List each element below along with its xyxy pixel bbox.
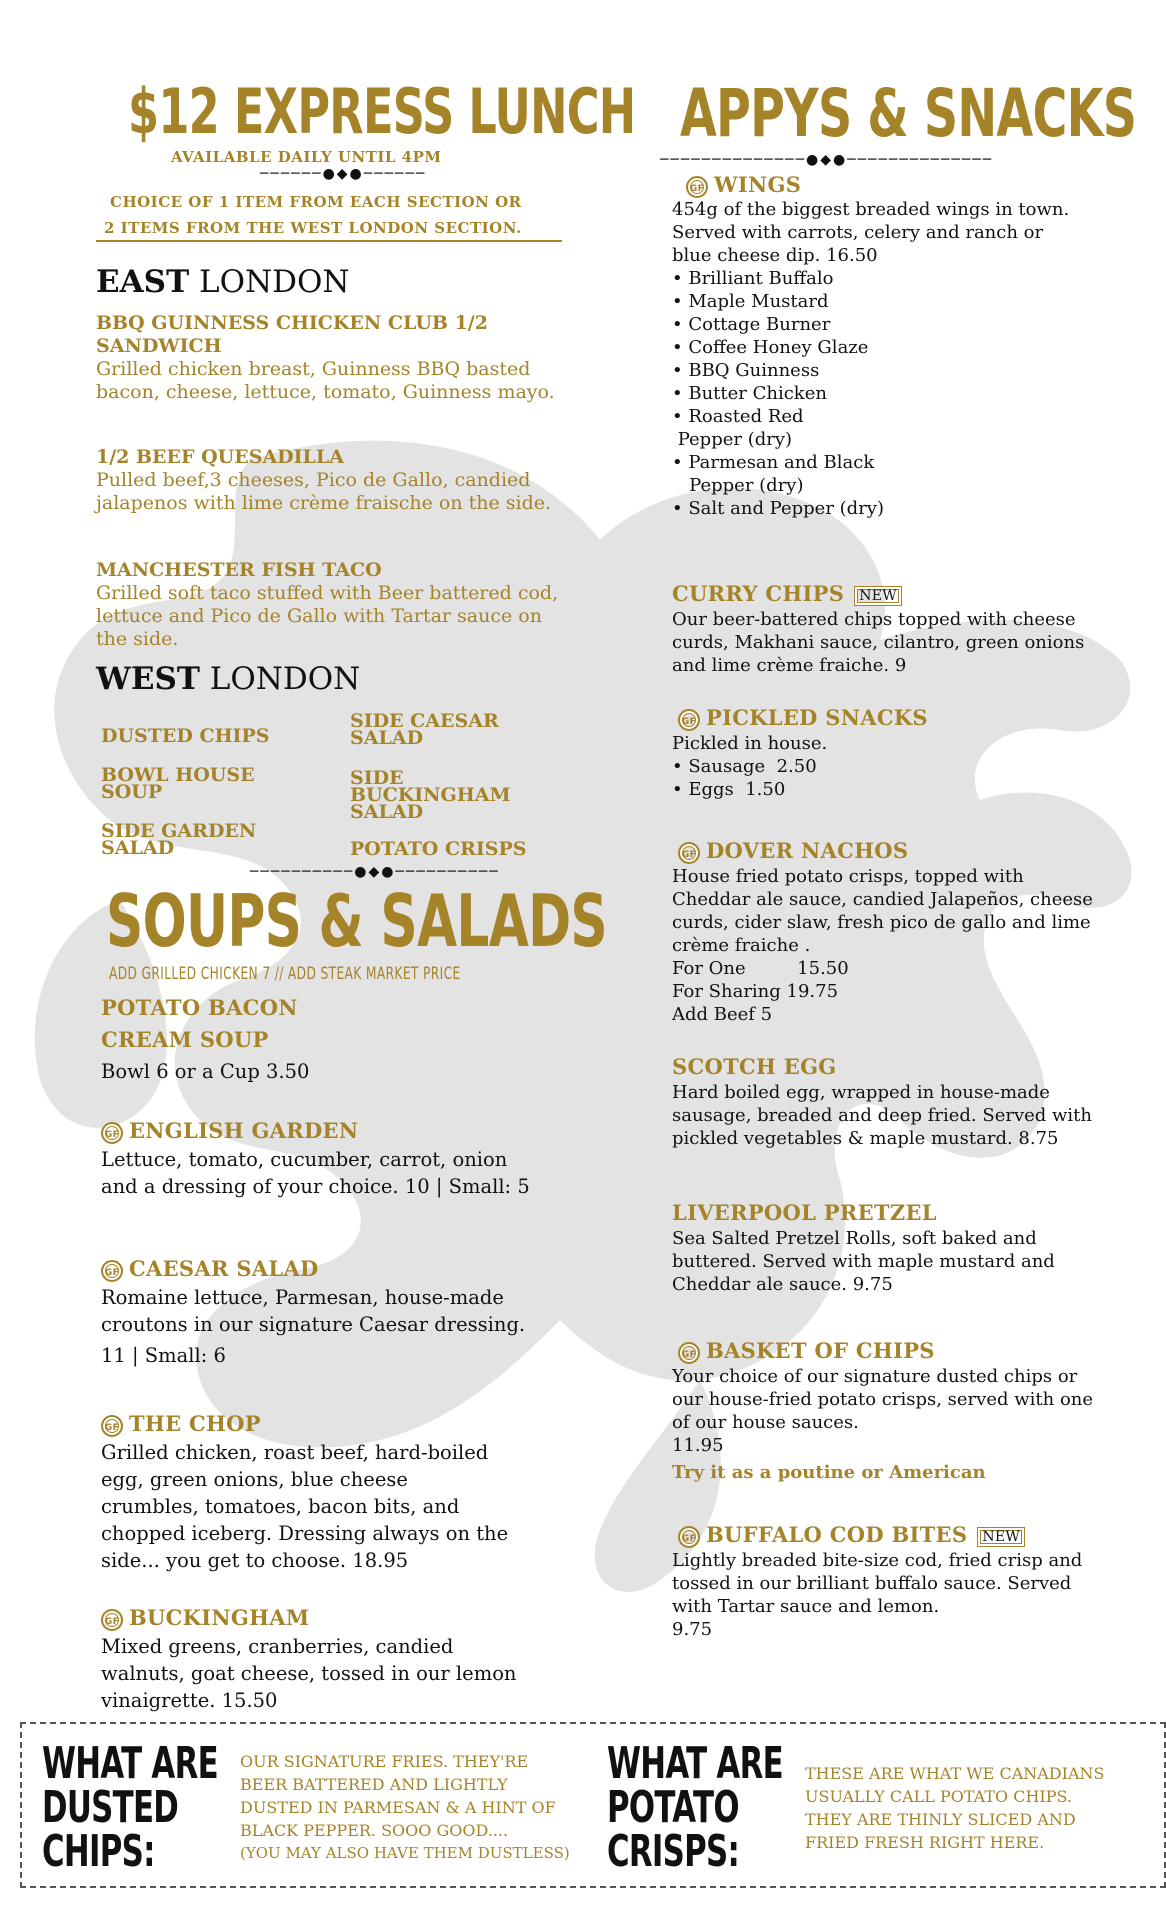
wings-section [672, 172, 1092, 520]
salad-item-title: THE CHOP [129, 1411, 261, 1436]
east-item-2 [96, 446, 576, 515]
salad-item-desc: Lettuce, tomato, cucumber, carrot, onion and a dressing of your choice. 10 | Small: 5 [101, 1148, 530, 1198]
basket-of-chips-section [672, 1337, 1112, 1484]
heading-line: DUSTED [42, 1782, 179, 1833]
soups-salads-title: SOUPS & SALADS [106, 879, 608, 963]
gluten-free-icon: GF [101, 1609, 123, 1631]
potato-crisps-text [805, 1762, 1145, 1854]
ornament-divider: ──────●◆●────── [260, 166, 427, 182]
curry-desc: Our beer-battered chips topped with cheese curds, Makhani sauce, cilantro, green onions and lime crème fraiche. 9 [672, 609, 1085, 676]
heading-line: CHIPS: [42, 1826, 155, 1877]
gluten-free-icon: GF [686, 176, 708, 198]
east-item-desc: Grilled soft taco stuffed with Beer battered cod, lettuce and Pico de Gallo with Tartar sauce on the side. [96, 582, 559, 650]
buffalo-cod-bites-section [672, 1521, 1112, 1641]
salad-item-english-garden [101, 1116, 531, 1200]
wings-flavor: • Brilliant Buffalo [672, 268, 834, 289]
cod-title: BUFFALO COD BITES [706, 1522, 968, 1547]
wings-flavor: • Salt and Pepper (dry) [672, 498, 885, 519]
gluten-free-icon: GF [678, 842, 700, 864]
wings-desc2: blue cheese dip. 16.50 [672, 245, 878, 266]
express-choice-line2: 2 ITEMS FROM THE WEST LONDON SECTION. [104, 219, 522, 237]
scotch-desc: Hard boiled egg, wrapped in house-made sausage, breaded and deep fried. Served with pickled vegetables & maple mustard. 8.75 [672, 1082, 1093, 1149]
west-bold: WEST [96, 661, 200, 697]
wings-flavor: Pepper (dry) [672, 429, 793, 450]
text-line: FRIED FRESH RIGHT HERE. [805, 1833, 1045, 1852]
wings-flavor-list [672, 267, 1092, 520]
wings-flavor: • Parmesan and Black [672, 452, 875, 473]
text-line: THESE ARE WHAT WE CANADIANS [805, 1764, 1105, 1783]
salad-item-the-chop [101, 1409, 511, 1574]
dover-nachos-section [672, 837, 1102, 1026]
text-line: DUSTED IN PARMESAN & A HINT OF [240, 1798, 556, 1817]
gluten-free-icon: GF [678, 1526, 700, 1548]
gluten-free-icon: GF [101, 1122, 123, 1144]
west-item: SIDE GARDEN SALAD [101, 820, 257, 859]
salad-item-title: BUCKINGHAM [129, 1605, 310, 1630]
text-line: OUR SIGNATURE FRIES. THEY'RE [240, 1752, 529, 1771]
heading-line: WHAT ARE [607, 1738, 783, 1789]
west-item: SIDE CAESAR SALAD [350, 710, 499, 749]
basket-note: Try it as a poutine or American [672, 1462, 986, 1483]
cod-price: 9.75 [672, 1619, 713, 1640]
soup-item-title: POTATO BACON [101, 995, 298, 1020]
text-line: USUALLY CALL POTATO CHIPS. [805, 1787, 1072, 1806]
text-line: THEY ARE THINLY SLICED AND [805, 1810, 1076, 1829]
basket-price: 11.95 [672, 1435, 724, 1456]
west-london-heading [96, 662, 360, 696]
east-bold: EAST [96, 264, 190, 300]
pickled-item: • Eggs 1.50 [672, 779, 786, 800]
west-rest: LONDON [199, 661, 361, 697]
nachos-title: DOVER NACHOS [706, 838, 909, 863]
scotch-egg-section [672, 1053, 1112, 1150]
east-item-title: 1/2 BEEF QUESADILLA [96, 446, 345, 468]
east-item-title: BBQ GUINNESS CHICKEN CLUB 1/2 SANDWICH [96, 312, 488, 357]
wings-flavor: • Butter Chicken [672, 383, 827, 404]
basket-title: BASKET OF CHIPS [706, 1338, 935, 1363]
express-choice-line1: CHOICE OF 1 ITEM FROM EACH SECTION OR [110, 193, 522, 211]
text-line: BEER BATTERED AND LIGHTLY [240, 1775, 508, 1794]
dusted-chips-heading [42, 1738, 218, 1877]
express-lunch-title: $12 EXPRESS LUNCH [128, 75, 636, 148]
heading-line: WHAT ARE [42, 1738, 218, 1789]
potato-crisps-heading [607, 1738, 783, 1877]
scotch-title: SCOTCH EGG [672, 1054, 837, 1079]
west-item: DUSTED CHIPS [101, 725, 270, 747]
wings-flavor: • Coffee Honey Glaze [672, 337, 869, 358]
wings-flavor: • Cottage Burner [672, 314, 831, 335]
salad-item-title: CAESAR SALAD [129, 1256, 319, 1281]
express-lunch-subtitle: AVAILABLE DAILY UNTIL 4PM [171, 148, 442, 166]
pretzel-title: LIVERPOOL PRETZEL [672, 1200, 937, 1225]
basket-desc: Your choice of our signature dusted chips or our house-fried potato crisps, served with one of our house sauces. [672, 1366, 1094, 1433]
east-item-desc: Pulled beef,3 cheeses, Pico de Gallo, candied jalapenos with lime crème fraische on the side. [96, 469, 552, 514]
wings-flavor: Pepper (dry) [672, 475, 804, 496]
soup-item-1 [101, 992, 561, 1085]
pickled-desc: Pickled in house. [672, 733, 828, 754]
appys-snacks-title: APPYS & SNACKS [680, 75, 1137, 152]
east-rest: LONDON [189, 264, 350, 300]
gluten-free-icon: GF [678, 1342, 700, 1364]
pickled-title: PICKLED SNACKS [706, 705, 928, 730]
salad-item-price: 11 | Small: 6 [101, 1344, 226, 1367]
pretzel-desc: Sea Salted Pretzel Rolls, soft baked and buttered. Served with maple mustard and Cheddar ale sauce. 9.75 [672, 1228, 1055, 1295]
salad-item-buckingham [101, 1603, 521, 1714]
east-london-heading [96, 265, 350, 299]
east-item-desc: Grilled chicken breast, Guinness BBQ basted bacon, cheese, lettuce, tomato, Guinness mayo. [96, 358, 555, 403]
nachos-price-line: For Sharing 19.75 [672, 981, 839, 1002]
nachos-price-line: Add Beef 5 [672, 1004, 773, 1025]
ornament-divider: ──────────●◆●────────── [250, 864, 500, 880]
curry-title: CURRY CHIPS [672, 581, 845, 606]
salad-item-desc: Mixed greens, cranberries, candied walnuts, goat cheese, tossed in our lemon vinaigrette. 15.50 [101, 1635, 517, 1712]
west-item: BOWL HOUSE SOUP [101, 764, 255, 803]
ornament-divider: ──────────────●◆●────────────── [660, 152, 994, 168]
heading-line: CRISPS: [607, 1826, 740, 1877]
soups-addon: ADD GRILLED CHICKEN 7 // ADD STEAK MARKET PRICE [109, 964, 461, 984]
cod-desc: Lightly breaded bite-size cod, fried crisp and tossed in our brilliant buffalo sauce. Served with Tartar sauce and lemon. [672, 1550, 1083, 1617]
west-item: SIDE BUCKINGHAM SALAD [350, 767, 511, 823]
salad-item-caesar [101, 1254, 541, 1369]
gluten-free-icon: GF [101, 1415, 123, 1437]
wings-flavor: • BBQ Guinness [672, 360, 820, 381]
east-item-3 [96, 559, 576, 651]
nachos-desc: House fried potato crisps, topped with Cheddar ale sauce, candied Jalapeños, cheese curds, cider slaw, fresh pico de gallo and lime crème fraiche . [672, 866, 1093, 956]
east-item-title: MANCHESTER FISH TACO [96, 559, 382, 581]
heading-line: POTATO [607, 1782, 739, 1833]
divider-line [96, 240, 562, 242]
nachos-price-line: For One 15.50 [672, 958, 849, 979]
new-badge: NEW [854, 586, 902, 606]
wings-flavor: • Roasted Red [672, 406, 804, 427]
west-item: POTATO CRISPS [350, 838, 527, 860]
wings-desc: 454g of the biggest breaded wings in town. Served with carrots, celery and ranch or [672, 199, 1070, 243]
wings-flavor: • Maple Mustard [672, 291, 829, 312]
pickled-snacks-section [672, 704, 1092, 801]
text-line: (YOU MAY ALSO HAVE THEM DUSTLESS) [240, 1844, 570, 1862]
salad-item-title: ENGLISH GARDEN [129, 1118, 359, 1143]
salad-item-desc: Grilled chicken, roast beef, hard-boiled egg, green onions, blue cheese crumbles, tomatoes, bacon bits, and chopped iceberg. Dressing always on the side... you get to choose. 18.95 [101, 1441, 509, 1572]
curry-chips-section [672, 580, 1112, 677]
gluten-free-icon: GF [678, 709, 700, 731]
gluten-free-icon: GF [101, 1260, 123, 1282]
east-item-1 [96, 312, 566, 404]
soup-item-desc: Bowl 6 or a Cup 3.50 [101, 1060, 310, 1083]
text-line: BLACK PEPPER. SOOO GOOD.... [240, 1821, 509, 1840]
new-badge: NEW [977, 1527, 1025, 1547]
dusted-chips-text [240, 1750, 600, 1865]
salad-item-desc: Romaine lettuce, Parmesan, house-made croutons in our signature Caesar dressing. [101, 1286, 526, 1336]
pickled-item: • Sausage 2.50 [672, 756, 817, 777]
wings-title: WINGS [714, 172, 802, 197]
liverpool-pretzel-section [672, 1199, 1112, 1296]
soup-item-title2: CREAM SOUP [101, 1027, 269, 1052]
